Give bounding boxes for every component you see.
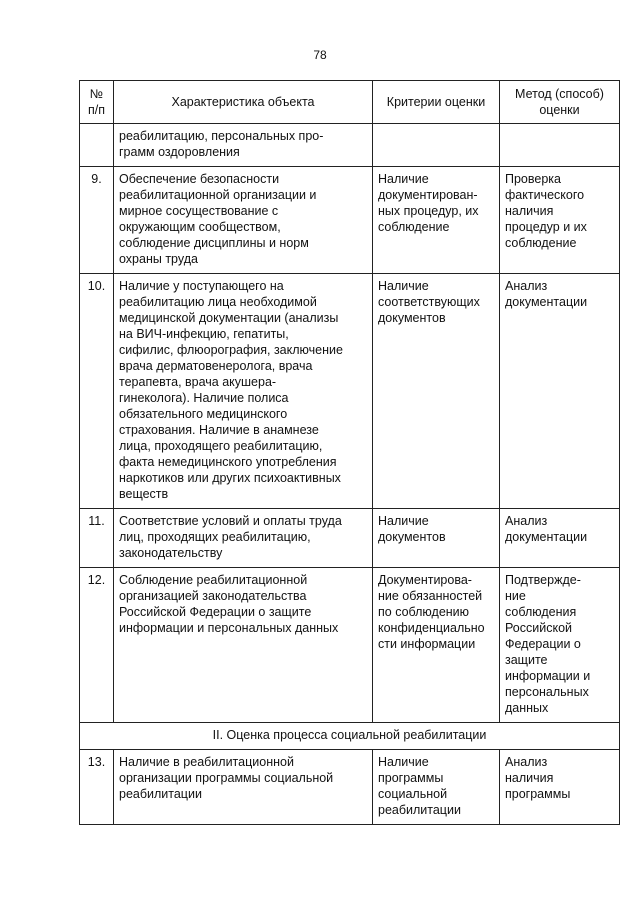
row-num: 13. xyxy=(80,750,114,825)
header-characteristic: Характеристика объекта xyxy=(114,81,373,124)
row-num: 9. xyxy=(80,167,114,274)
row-criteria xyxy=(373,124,500,167)
row-criteria: Наличие соответствующих документов xyxy=(373,274,500,509)
page-number: 78 xyxy=(313,48,327,62)
header-method: Метод (способ) оценки xyxy=(500,81,620,124)
row-method: Анализ документации xyxy=(500,509,620,568)
row-method: Проверка фактического наличия процедур и их соблюдение xyxy=(500,167,620,274)
section-row xyxy=(80,723,620,750)
row-characteristic: Соответствие условий и оплаты труда лиц, проходящих реабилитацию, законодательству xyxy=(114,509,373,568)
table-row xyxy=(80,509,620,568)
row-criteria: Наличие документирован- ных процедур, их соблюдение xyxy=(373,167,500,274)
header-criteria: Критерии оценки xyxy=(373,81,500,124)
table-row xyxy=(80,124,620,167)
row-characteristic: реабилитацию, персональных про- грамм оздоровления xyxy=(114,124,373,167)
row-criteria: Наличие документов xyxy=(373,509,500,568)
table-row xyxy=(80,167,620,274)
header-num: № п/п xyxy=(80,81,114,124)
row-characteristic: Соблюдение реабилитационной организацией законодательства Российской Федерации о защите информации и персональных данных xyxy=(114,568,373,723)
table-row xyxy=(80,750,620,825)
row-characteristic: Наличие у поступающего на реабилитацию лица необходимой медицинской документации (анализы на ВИЧ-инфекцию, гепатиты, сифилис, флюорография, заключение врача дерматовенеролога, врача терапевта, врача акушера- гинеколога). Наличие полиса обязательного медицинского страхования. Наличие в анамнезе лица, проходящего реабилитацию, факта немедицинского употребления наркотиков или других психоактивных веществ xyxy=(114,274,373,509)
row-method xyxy=(500,124,620,167)
table-row xyxy=(80,568,620,723)
evaluation-table xyxy=(79,80,620,825)
row-num: 10. xyxy=(80,274,114,509)
row-criteria: Документирова- ние обязанностей по соблюдению конфиденциально сти информации xyxy=(373,568,500,723)
row-method: Подтвержде- ние соблюдения Российской Федерации о защите информации и персональных данных xyxy=(500,568,620,723)
table-row xyxy=(80,274,620,509)
row-characteristic: Обеспечение безопасности реабилитационной организации и мирное сосуществование с окружающим сообществом, соблюдение дисциплины и норм охраны труда xyxy=(114,167,373,274)
row-num xyxy=(80,124,114,167)
row-method: Анализ наличия программы xyxy=(500,750,620,825)
section-title: II. Оценка процесса социальной реабилитации xyxy=(80,723,620,750)
row-num: 12. xyxy=(80,568,114,723)
table-header-row xyxy=(80,81,620,124)
row-num: 11. xyxy=(80,509,114,568)
row-characteristic: Наличие в реабилитационной организации программы социальной реабилитации xyxy=(114,750,373,825)
row-criteria: Наличие программы социальной реабилитации xyxy=(373,750,500,825)
row-method: Анализ документации xyxy=(500,274,620,509)
